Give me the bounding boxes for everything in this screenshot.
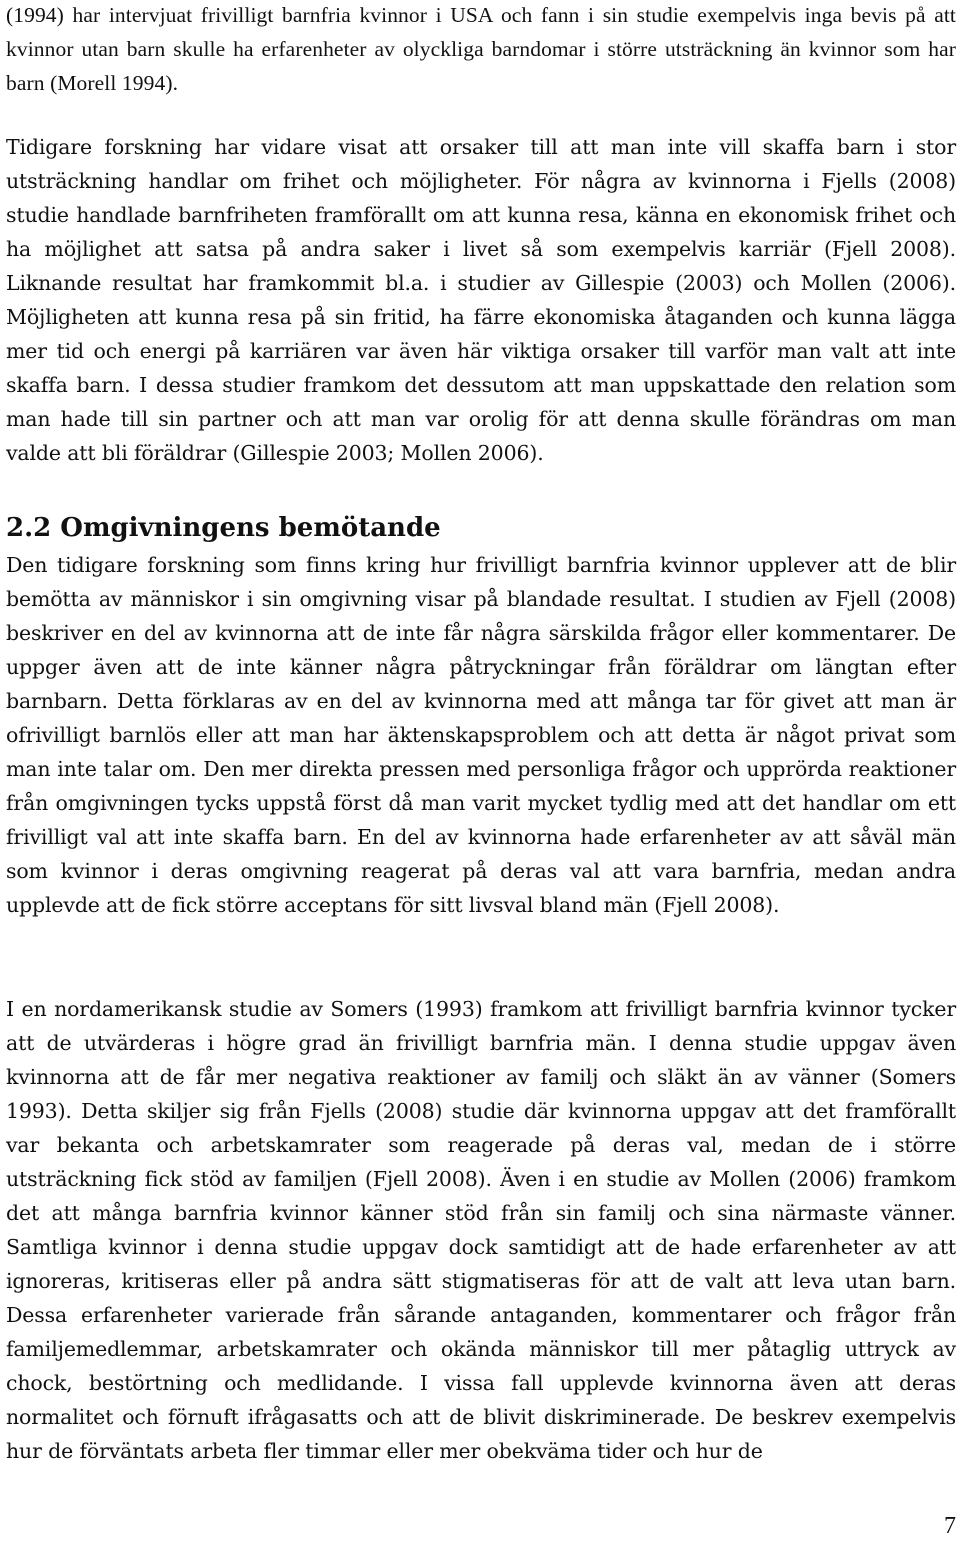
paragraph: (1994) har intervjuat frivilligt barnfria kvinnor i USA och fann i sin studie exempelvis inga bevis på att kvinnor utan barn skulle ha erfarenheter av olyckliga barndomar i större utsträckning än kvinnor som har barn (Morell 1994). — [6, 3, 956, 95]
section-title: Omgivningens bemötande — [60, 513, 441, 543]
page-number: 7 — [944, 1513, 956, 1539]
section-number: 2.2 — [6, 513, 52, 543]
paragraph: Den tidigare forskning som finns kring hur frivilligt barnfria kvinnor upplever att de blir bemötta av människor i sin omgivning visar på blandade resultat. I studien av Fjell (2008) beskriver en del av kvinnorna att de inte får några särskilda frågor eller kommentarer. De uppger även att de inte känner några påtryckningar från föräldrar om längtan efter barnbarn. Detta förklaras av en del av kvinnorna med att många tar för givet att man är ofrivilligt barnlös eller att man har äktenskapsproblem och att detta är något privat som man inte talar om. Den mer direkta pressen med personliga frågor och upprörda reaktioner från omgivningen tycks uppstå först då man varit mycket tydlig med att det handlar om ett frivilligt val att inte skaffa barn. En del av kvinnorna hade erfarenheter av att såväl män som kvinnor i deras omgivning reagerat på deras val att vara barnfria, medan andra upplevde att de fick större acceptans för sitt livsval bland män (Fjell 2008). — [6, 553, 956, 917]
paragraph: Tidigare forskning har vidare visat att orsaker till att man inte vill skaffa barn i stor utsträckning handlar om frihet och möjligheter. För några av kvinnorna i Fjells (2008) studie handlade barnfriheten framförallt om att kunna resa, känna en ekonomisk frihet och ha möjlighet att satsa på andra saker i livet så som exempelvis karriär (Fjell 2008). Liknande resultat har framkommit bl.a. i studier av Gillespie (2003) och Mollen (2006). Möjligheten att kunna resa på sin fritid, ha färre ekonomiska åtaganden och kunna lägga mer tid och energi på karriären var även här viktiga orsaker till varför man valt att inte skaffa barn. I dessa studier framkom det dessutom att man uppskattade den relation som man hade till sin partner och att man var orolig för att denna skulle förändras om man valde att bli föräldrar (Gillespie 2003; Mollen 2006). — [6, 135, 956, 465]
section-heading — [6, 508, 441, 548]
paragraph: I en nordamerikansk studie av Somers (1993) framkom att frivilligt barnfria kvinnor tycker att de utvärderas i högre grad än frivilligt barnfria män. I denna studie uppgav även kvinnorna att de får mer negativa reaktioner av familj och släkt än av vänner (Somers 1993). Detta skiljer sig från Fjells (2008) studie där kvinnorna uppgav att det framförallt var bekanta och arbetskamrater som reagerade på deras val, medan de i större utsträckning fick stöd av familjen (Fjell 2008). Även i en studie av Mollen (2006) framkom det att många barnfria kvinnor känner stöd från sin familj och sina närmaste vänner. Samtliga kvinnor i denna studie uppgav dock samtidigt att de hade erfarenheter av att ignoreras, kritiseras eller på andra sätt stigmatiseras för att de valt att leva utan barn. Dessa erfarenheter varierade från sårande antaganden, kommentarer och frågor från familjemedlemmar, arbetskamrater och okända människor till mer påtaglig uttryck av chock, bestörtning och medlidande. I vissa fall upplevde kvinnorna även att deras normalitet och förnuft ifrågasatts och att de blivit diskriminerade. De beskrev exempelvis hur de förväntats arbeta fler timmar eller mer obekväma tider och hur de — [6, 997, 956, 1463]
